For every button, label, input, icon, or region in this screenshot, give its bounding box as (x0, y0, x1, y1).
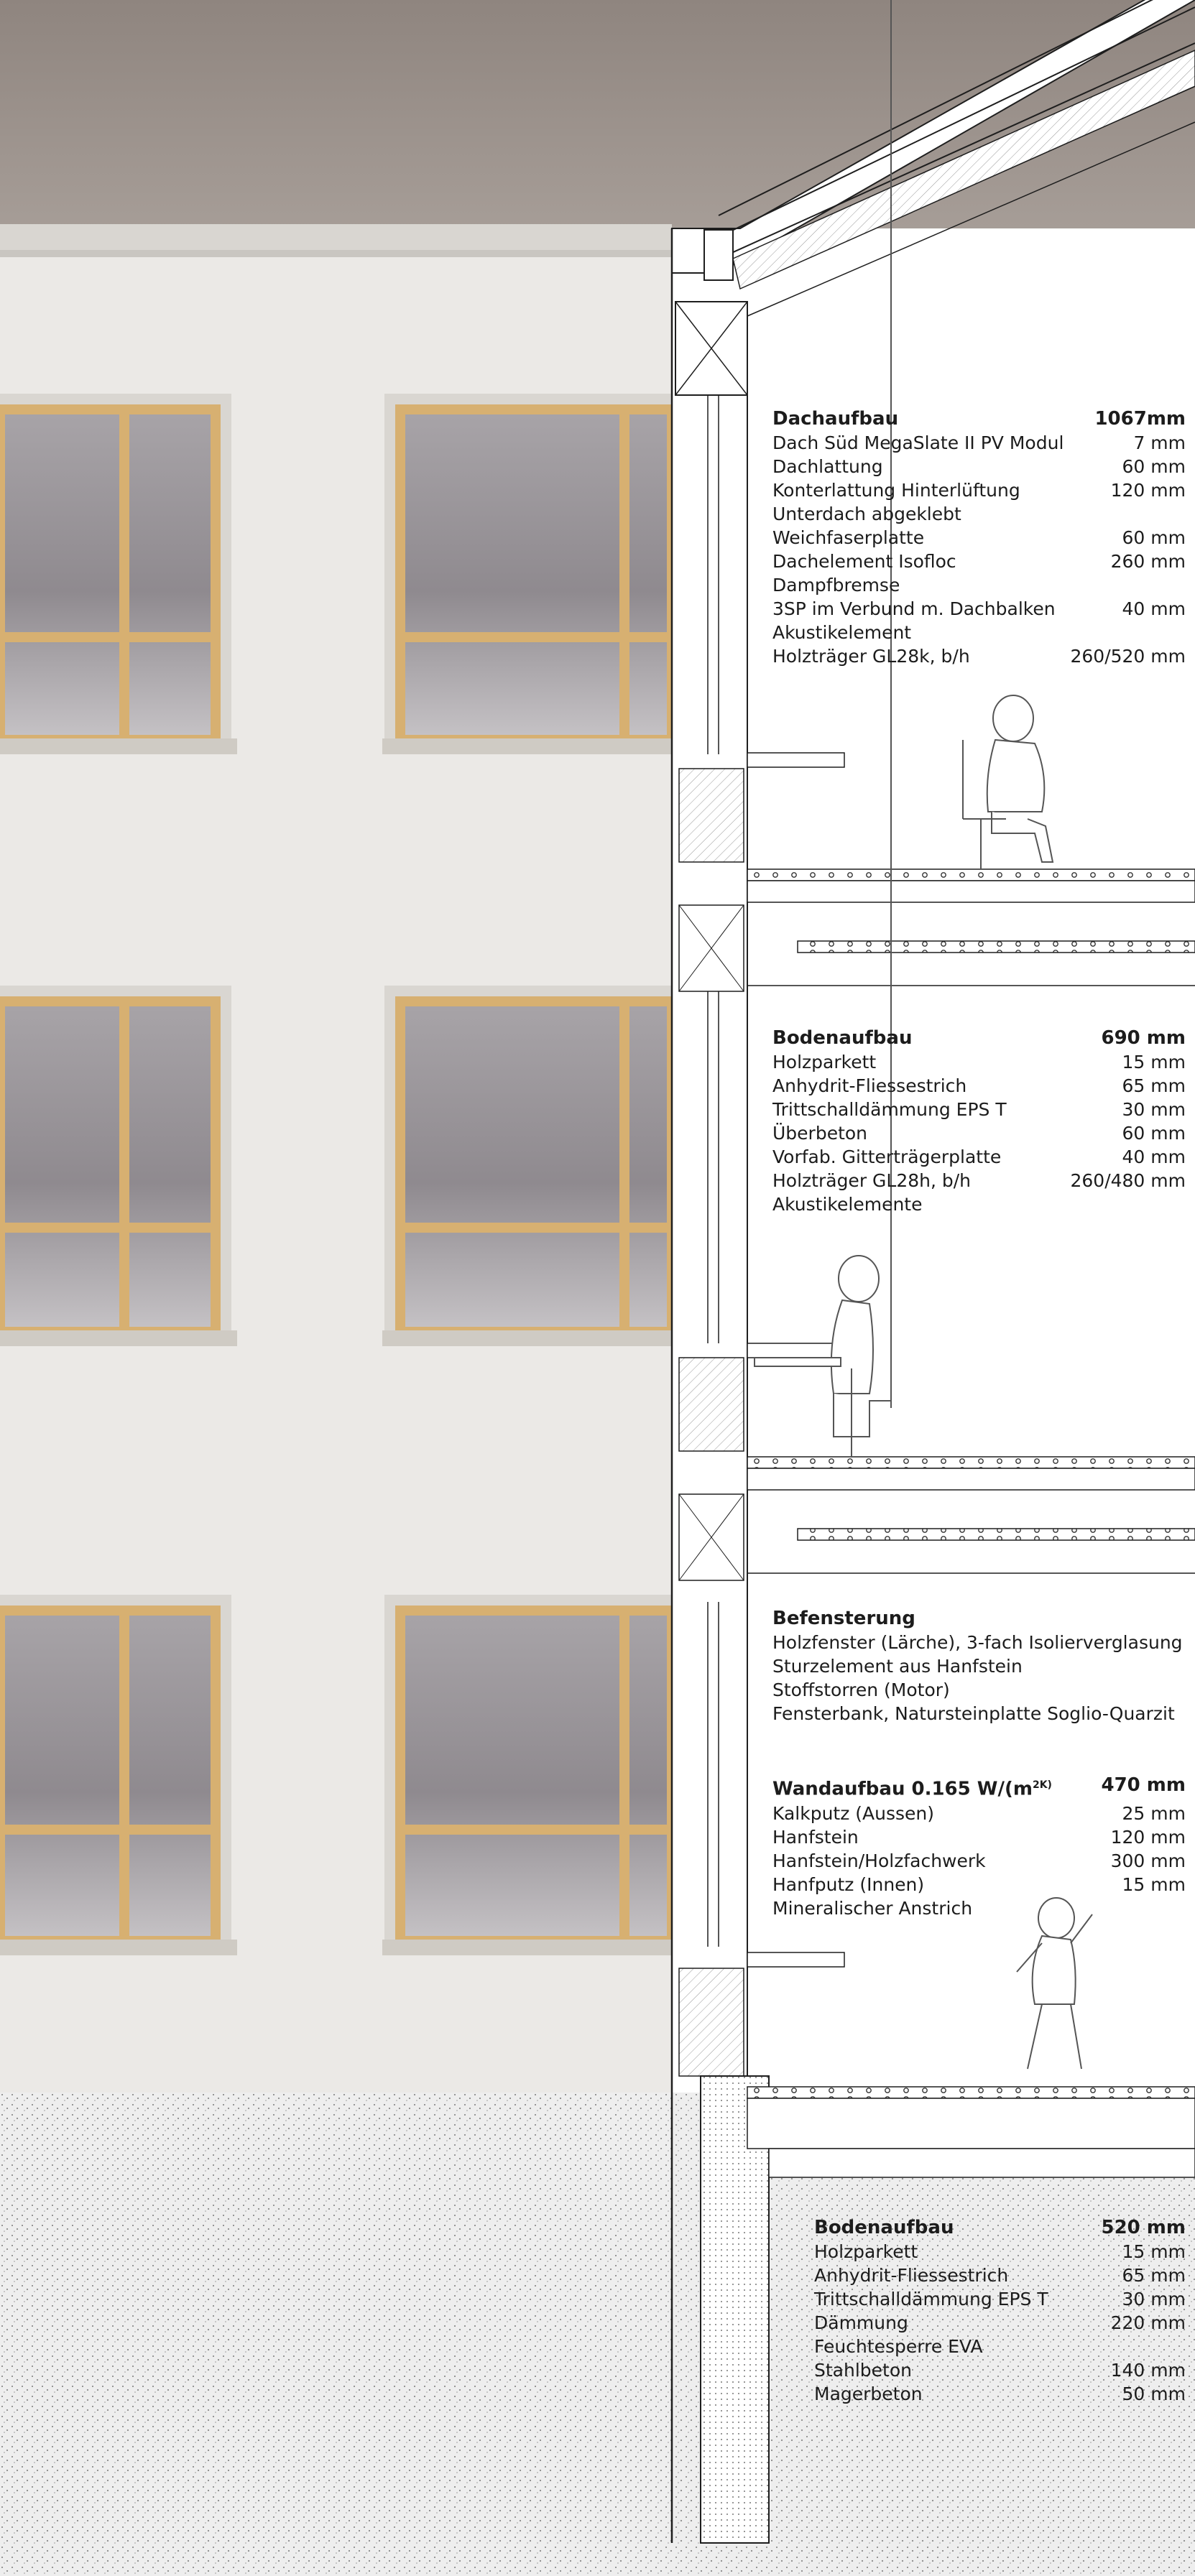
wall-build-title: Wandaufbau 0.165 W/(m (772, 1778, 1033, 1800)
ground-layer-name: Feuchtesperre EVA (814, 2336, 983, 2357)
ground-layer-value: 220 mm (1110, 2312, 1186, 2333)
ground-layer-name: Dämmung (814, 2312, 908, 2333)
floor-build-title: Bodenaufbau (772, 1027, 913, 1049)
roof-layer-value: 40 mm (1122, 598, 1186, 619)
floor-layer-value: 15 mm (1122, 1052, 1186, 1072)
window-sill (382, 738, 672, 754)
windows-spec (772, 1606, 1186, 1725)
roof-cornice (0, 224, 672, 250)
window-glass (0, 409, 216, 740)
roof-layer-name: Dach Süd MegaSlate II PV Modul (772, 432, 1064, 453)
roof-build-spec (772, 407, 1186, 668)
floor-build-spec (772, 1026, 1186, 1216)
wall-layer-value: 300 mm (1110, 1850, 1186, 1871)
floor-layer-value: 30 mm (1122, 1099, 1186, 1120)
ground-layer-name: Magerbeton (814, 2383, 923, 2404)
windows-line: Stoffstorren (Motor) (772, 1680, 950, 1700)
ground-build-total: 520 mm (1101, 2217, 1186, 2238)
floor-layer-value: 40 mm (1122, 1146, 1186, 1167)
ground-layer-name: Stahlbeton (814, 2360, 912, 2381)
floor-layer-name: Anhydrit-Fliessestrich (772, 1075, 967, 1096)
wall-layer-value: 25 mm (1122, 1802, 1186, 1824)
roof-cornice-shadow (0, 250, 672, 257)
floor-layer-value: 60 mm (1122, 1123, 1186, 1144)
wall-layer-value: 120 mm (1110, 1826, 1186, 1848)
wall-layer-name: Mineralischer Anstrich (772, 1897, 973, 1919)
windows-line: Holzfenster (Lärche), 3-fach Isolierverglasung (772, 1632, 1183, 1653)
ground-layer-value: 65 mm (1122, 2265, 1186, 2286)
roof-layer-value: 60 mm (1122, 456, 1186, 477)
wall-layer-name: Hanfstein (772, 1826, 859, 1848)
roof-layer-name: Dampfbremse (772, 575, 900, 596)
roof-layer-name: Dachlattung (772, 456, 883, 477)
ground-layer-name: Trittschalldämmung EPS T (814, 2289, 1048, 2309)
floor-layer-name: Akustikelemente (772, 1194, 923, 1215)
floor-layer-name: Überbeton (772, 1123, 868, 1144)
wall-layer-name: Hanfstein/Holzfachwerk (772, 1850, 986, 1871)
ground-build-title: Bodenaufbau (814, 2217, 954, 2238)
ground-layer-value: 50 mm (1122, 2383, 1186, 2404)
wall-build-total: 470 mm (1101, 1774, 1186, 1796)
floor-layer-name: Vorfab. Gitterträgerplatte (772, 1146, 1002, 1167)
wall-build-spec (772, 1773, 1186, 1920)
window-sill (0, 738, 237, 754)
roof-layer-value: 60 mm (1122, 527, 1186, 548)
floor-layer-name: Holzparkett (772, 1052, 877, 1072)
ground-layer-value: 30 mm (1122, 2289, 1186, 2309)
roof-layer-name: Weichfaserplatte (772, 527, 925, 548)
floor-layer-name: Trittschalldämmung EPS T (772, 1099, 1007, 1120)
floor-layer-name: Holzträger GL28h, b/h (772, 1170, 972, 1191)
ground-layer-name: Holzparkett (814, 2241, 918, 2262)
ground-build-spec (814, 2215, 1186, 2406)
ground-layer-value: 140 mm (1110, 2360, 1186, 2381)
roof-layer-value: 260/520 mm (1070, 646, 1186, 667)
roof-layer-value: 120 mm (1110, 480, 1186, 501)
wall-build-title-sup: 2K) (1032, 1779, 1052, 1791)
roof-layer-name: Konterlattung Hinterlüftung (772, 480, 1020, 501)
roof-layer-name: 3SP im Verbund m. Dachbalken (772, 598, 1056, 619)
roof-layer-name: Akustikelement (772, 622, 912, 643)
ground-slab (747, 2087, 1195, 2177)
ground-layer-value: 15 mm (1122, 2241, 1186, 2262)
wall-layer-value: 15 mm (1122, 1873, 1186, 1895)
roof-layer-name: Holzträger GL28k, b/h (772, 646, 970, 667)
roof-build-total: 1067mm (1094, 408, 1186, 430)
windows-line: Sturzelement aus Hanfstein (772, 1656, 1023, 1677)
ground-layer-name: Anhydrit-Fliessestrich (814, 2265, 1009, 2286)
roof-build-title: Dachaufbau (772, 408, 899, 430)
floor-build-total: 690 mm (1101, 1027, 1186, 1049)
roof-layer-value: 260 mm (1110, 551, 1186, 572)
roof-layer-value: 7 mm (1133, 432, 1186, 453)
roof-layer-name: Dachelement Isofloc (772, 551, 956, 572)
windows-title: Befensterung (772, 1608, 915, 1629)
roof-layer-name: Unterdach abgeklebt (772, 504, 961, 524)
window-glass (400, 409, 672, 740)
floor-layer-value: 65 mm (1122, 1075, 1186, 1096)
floor-layer-value: 260/480 mm (1070, 1170, 1186, 1191)
wall-layer-name: Hanfputz (Innen) (772, 1873, 925, 1895)
sky-background (0, 0, 1195, 237)
windows-line: Fensterbank, Natursteinplatte Soglio-Quarzit (772, 1703, 1175, 1724)
wall-layer-name: Kalkputz (Aussen) (772, 1802, 935, 1824)
